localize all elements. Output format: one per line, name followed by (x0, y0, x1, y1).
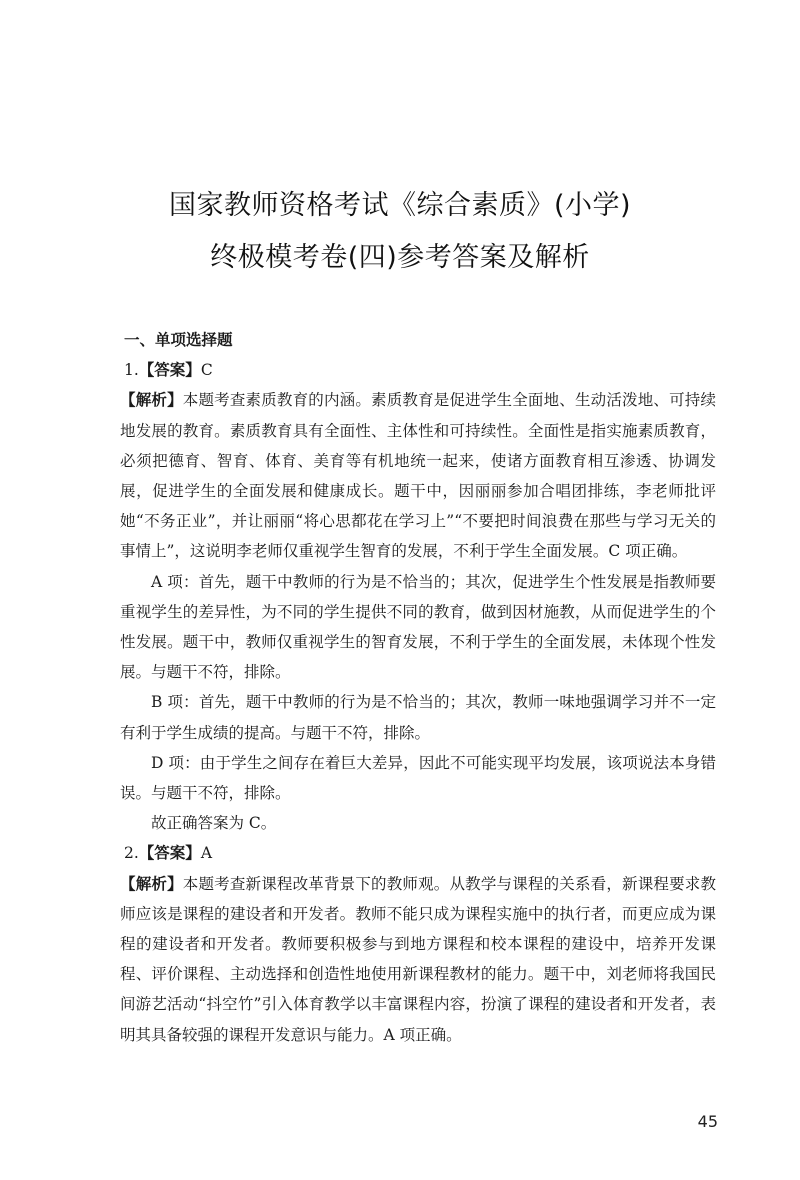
q1-answer-line (120, 355, 716, 385)
q2-analysis-tag: 【解析】 (120, 874, 183, 893)
q1-analysis-tag: 【解析】 (120, 391, 183, 410)
q2-answer-value: A (200, 844, 213, 863)
q1-conclusion: 故正确答案为 C。 (151, 814, 277, 833)
q1-analysis-text: 本题考查素质教育的内涵。素质教育是促进学生全面地、生动活泼地、可持续地发展的教育。素质教育具有全面性、主体性和可持续性。全面性是指实施素质教育，必须把德育、智育、体育、美育等有机地统一起来，使诸方面教育相互渗透、协调发展，促进学生的全面发展和健康成长。题干中，因丽丽参加合唱团排练，李老师批评她“不务正业”，并让丽丽“将心思都花在学习上”“不要把时间浪费在那些与学习无关的事情上”，这说明李老师仅重视学生智育的发展，不利于学生全面发展。C 项正确。 (120, 391, 716, 561)
q1-number: 1. (124, 361, 139, 380)
q1-option-a: A 项：首先，题干中教师的行为是不恰当的；其次，促进学生个性发展是指教师要重视学生的差异性，为不同的学生提供不同的教育，做到因材施教，从而促进学生的个性发展。题干中，教师仅重视学生的智育发展，不利于学生的全面发展，未体现个性发展。与题干不符，排除。 (120, 572, 716, 682)
title-line-2: 终极模考卷(四)参考答案及解析 (210, 242, 590, 273)
q2-number: 2. (124, 844, 139, 863)
q2-analysis (120, 869, 716, 1050)
q2-answer-line (120, 838, 716, 868)
q2-answer-tag: 【答案】 (138, 844, 201, 863)
title-line-1: 国家教师资格考试《综合素质》(小学) (168, 190, 632, 221)
answer-body (120, 325, 716, 1050)
page-title (0, 180, 800, 284)
q2-analysis-text: 本题考查新课程改革背景下的教师观。从教学与课程的关系看，新课程要求教师应该是课程的建设者和开发者。教师不能只成为课程实施中的执行者，而更应成为课程的建设者和开发者。教师要积极参与到地方课程和校本课程的建设中，培养开发课程、评价课程、主动选择和创造性地使用新课程教材的能力。题干中，刘老师将我国民间游艺活动“抖空竹”引入体育教学以丰富课程内容，扮演了课程的建设者和开发者，表明其具备较强的课程开发意识与能力。A 项正确。 (120, 874, 716, 1044)
q1-answer-tag: 【答案】 (138, 361, 201, 380)
page-number: 45 (697, 1112, 718, 1131)
q1-answer-value: C (200, 361, 213, 380)
q1-option-b: B 项：首先，题干中教师的行为是不恰当的；其次，教师一味地强调学习并不一定有利于学生成绩的提高。与题干不符，排除。 (120, 693, 716, 742)
q1-option-d: D 项：由于学生之间存在着巨大差异，因此不可能实现平均发展，该项说法本身错误。与题干不符，排除。 (120, 753, 716, 803)
q1-analysis (120, 385, 716, 566)
section-heading: 一、单项选择题 (124, 331, 233, 349)
